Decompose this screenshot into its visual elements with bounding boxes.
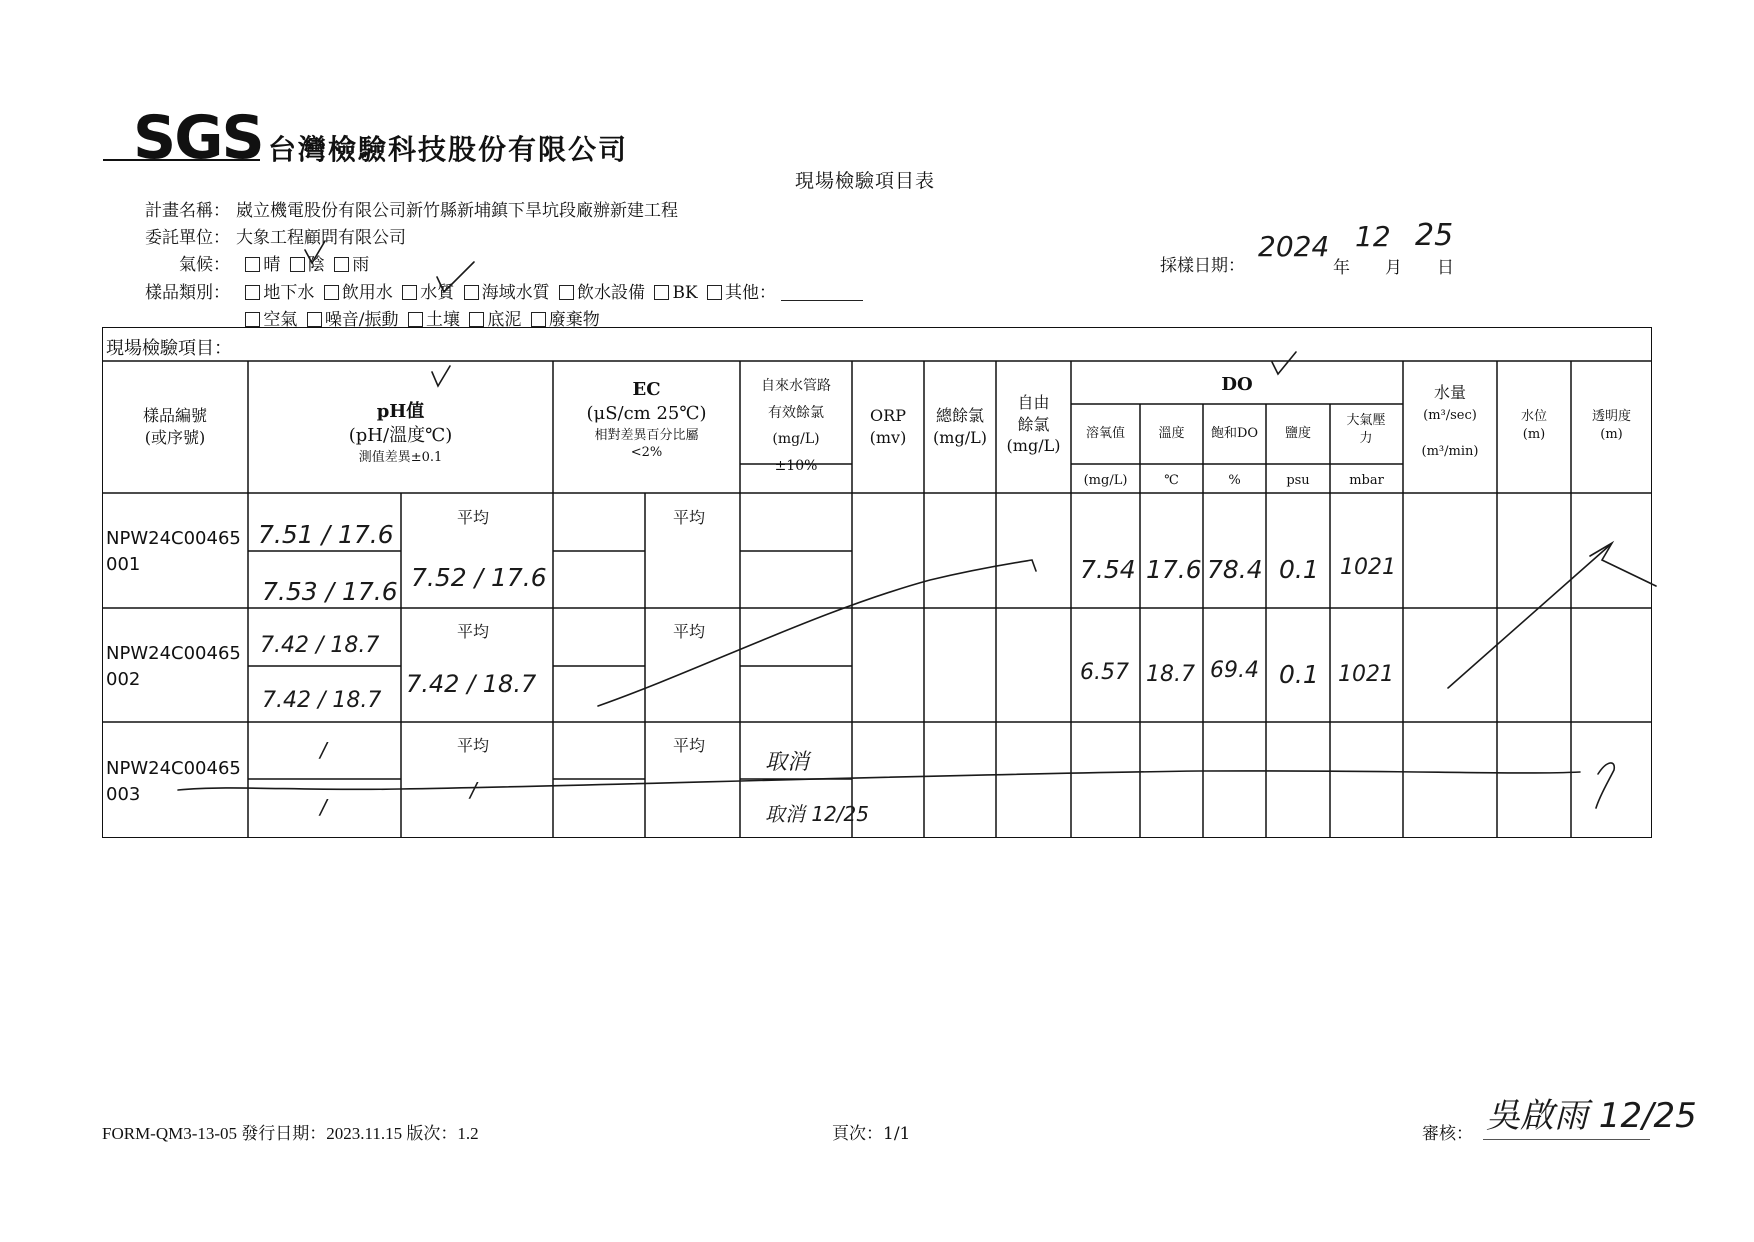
form-title: 現場檢驗項目表 <box>795 170 936 192</box>
row1-do-salinity: 0.1 <box>1279 555 1319 584</box>
orp-title: ORP <box>870 406 906 425</box>
do-sub-temp: 溫度 <box>1158 426 1185 441</box>
row2-ec-avg-label: 平均 <box>673 622 706 641</box>
row2-ph-average: 7.42 / 18.7 <box>406 670 537 698</box>
right-diagonal-strike <box>1448 545 1610 688</box>
level-title: 水位 <box>1520 409 1547 424</box>
weather-rain-label: 雨 <box>352 255 370 275</box>
col-ph-header <box>248 400 553 466</box>
row3-ec-avg-label: 平均 <box>673 736 706 755</box>
sample-no-sub: (或序號) <box>144 427 206 447</box>
row1-do-temp: 17.6 <box>1146 555 1202 584</box>
do-unit-c: ℃ <box>1164 473 1179 488</box>
do-unit-pct: % <box>1228 473 1241 488</box>
free-cl-unit: (mg/L) <box>1006 436 1061 456</box>
do-unit-psu: psu <box>1286 473 1310 488</box>
row1-do-pressure: 1021 <box>1340 555 1396 580</box>
ph-check-mark <box>432 366 450 386</box>
sample-no-title: 樣品編號 <box>142 406 207 425</box>
do-sub-dissolved: 溶氧值 <box>1085 426 1125 441</box>
project-label: 計畫名稱： <box>145 201 230 221</box>
sampling-date-year: 2024 <box>1258 230 1330 263</box>
row1-ph-reading-2: 7.53 / 17.6 <box>262 577 398 606</box>
transparency-unit: (m) <box>1600 426 1623 442</box>
sampling-date-month: 12 <box>1355 220 1391 253</box>
col-transparency-header <box>1571 408 1652 443</box>
review-signature: 吳啟雨 12/25 <box>1486 1096 1697 1136</box>
col-level-header <box>1497 408 1571 443</box>
row3-strike-end <box>1596 763 1614 808</box>
table-row-3-sample <box>106 756 241 808</box>
row1-sample-id: NPW24C00465 <box>106 528 241 549</box>
review-label: 審核： <box>1422 1124 1473 1144</box>
cat-noise-label: 噪音/振動 <box>324 310 399 330</box>
row1-seq: 001 <box>106 554 141 575</box>
weather-sunny-label: 晴 <box>263 255 281 275</box>
row1-ec-avg-label: 平均 <box>673 508 706 527</box>
row3-seq: 003 <box>106 784 141 805</box>
right-cross-mark <box>1590 543 1656 586</box>
form-info: FORM-QM3-13-05 發行日期：2023.11.15 版次：1.2 <box>102 1124 479 1143</box>
free-cl-title1: 自由 <box>1017 393 1050 412</box>
cat-bk-label: BK <box>672 283 698 303</box>
ec-note: 相對差異百分比屬 <box>594 427 699 443</box>
handwritten-marks <box>178 241 1656 808</box>
sampling-date-label: 採樣日期： <box>1160 256 1245 276</box>
do-unit-mbar: mbar <box>1349 473 1384 488</box>
total-cl-unit: (mg/L) <box>933 427 987 447</box>
page-number: 頁次：1/1 <box>832 1124 911 1144</box>
row3-tap-cancel-1: 取消 <box>765 750 810 775</box>
do-sub-pressure: 大氣壓力 <box>1346 413 1386 447</box>
col-ec-header <box>553 378 740 462</box>
do-sub-saturation: 飽和DO <box>1210 426 1259 441</box>
cat-other-label: 其他： <box>725 283 777 303</box>
ph-note: 測值差異±0.1 <box>358 449 443 465</box>
signature-line <box>1483 1139 1650 1140</box>
row3-ph-avg-label: 平均 <box>457 736 490 755</box>
sgs-logo: SGS <box>133 103 263 173</box>
row3-ph-average: / <box>470 778 477 802</box>
weather-label: 氣候： <box>179 255 230 275</box>
weather-cloudy-check <box>305 241 325 263</box>
tap-cl-unit: (mg/L) <box>772 431 820 448</box>
ph-unit: (pH/溫度℃) <box>348 425 453 447</box>
flow-unit-min: (m³/min) <box>1421 444 1479 460</box>
level-unit: (m) <box>1522 426 1546 442</box>
table-row-2-sample <box>106 641 241 693</box>
row3-ph-reading-2: / <box>320 795 327 819</box>
total-cl-title: 總餘氯 <box>935 406 984 425</box>
col-flow-header <box>1403 380 1497 463</box>
do-unit-mgl: (mg/L) <box>1083 473 1128 488</box>
date-month-unit: 月 <box>1385 258 1402 278</box>
ec-unit: (μS/cm 25℃) <box>586 403 707 425</box>
cat-dispenser-label: 飲水設備 <box>577 283 646 303</box>
ec-note2: <2% <box>630 445 663 461</box>
cat-soil-label: 土壤 <box>425 310 460 330</box>
col-total-cl-header <box>924 405 996 448</box>
row2-do-temp: 18.7 <box>1146 662 1195 687</box>
ph-title: pH值 <box>376 401 425 422</box>
col-orp-header <box>852 405 924 448</box>
company-name: 台灣檢驗科技股份有限公司 <box>268 133 629 166</box>
category-label: 樣品類別： <box>145 283 230 303</box>
row1-do-saturation: 78.4 <box>1207 555 1263 584</box>
row2-sample-id: NPW24C00465 <box>106 643 241 664</box>
unused-columns-strike <box>598 560 1036 706</box>
cat-sediment-label: 底泥 <box>487 310 522 330</box>
col-sample-header <box>102 405 248 448</box>
do-sub-salinity: 鹽度 <box>1284 426 1311 441</box>
cat-marine-label: 海域水質 <box>481 283 550 303</box>
tap-cl-title: 自來水管路 <box>761 378 831 394</box>
client-label: 委託單位： <box>145 228 230 248</box>
row3-sample-id: NPW24C00465 <box>106 758 241 779</box>
row2-ph-reading-1: 7.42 / 18.7 <box>260 633 380 658</box>
cat-drinking-label: 飲用水 <box>341 283 393 303</box>
row1-ph-average: 7.52 / 17.6 <box>411 563 547 592</box>
orp-unit: (mv) <box>869 427 907 447</box>
row2-do-pressure: 1021 <box>1338 662 1394 687</box>
row2-do-salinity: 0.1 <box>1279 660 1319 689</box>
cat-air-label: 空氣 <box>263 310 298 330</box>
do-title: DO <box>1221 374 1253 395</box>
flow-unit-sec: (m³/sec) <box>1423 407 1477 423</box>
row3-strike <box>178 771 1580 790</box>
date-year-unit: 年 <box>1333 258 1350 278</box>
water-quality-check <box>437 262 474 292</box>
cat-water-quality-label: 水質 <box>420 283 455 303</box>
row2-seq: 002 <box>106 669 141 690</box>
row2-ph-reading-2: 7.42 / 18.7 <box>262 688 382 713</box>
row1-ph-reading-1: 7.51 / 17.6 <box>258 520 394 549</box>
col-free-cl-header <box>996 392 1071 457</box>
free-cl-title2: 餘氯 <box>1017 414 1050 434</box>
do-check-mark <box>1272 352 1296 374</box>
tap-cl-note: ±10% <box>774 457 818 474</box>
sampling-date-day: 25 <box>1415 218 1454 253</box>
client-value: 大象工程顧問有限公司 <box>236 228 406 248</box>
row2-do-saturation: 69.4 <box>1210 658 1259 683</box>
col-tap-cl-header <box>740 373 852 479</box>
row2-ph-avg-label: 平均 <box>457 622 490 641</box>
ec-title: EC <box>632 379 661 400</box>
row2-do-value: 6.57 <box>1080 660 1129 685</box>
table-row-1-sample <box>106 526 241 578</box>
cat-waste-label: 廢棄物 <box>548 310 600 330</box>
transparency-title: 透明度 <box>1591 409 1631 424</box>
row3-ph-reading-1: / <box>320 738 327 762</box>
cat-groundwater-label: 地下水 <box>263 283 315 303</box>
date-day-unit: 日 <box>1437 258 1454 278</box>
weather-cloudy-label: 陰 <box>307 255 325 275</box>
inspection-items-title: 現場檢驗項目： <box>106 338 232 359</box>
row1-do-value: 7.54 <box>1080 555 1136 584</box>
flow-title: 水量 <box>1433 383 1466 402</box>
row1-ph-avg-label: 平均 <box>457 508 490 527</box>
tap-cl-title2: 有效餘氯 <box>768 404 824 421</box>
row3-tap-cancel-2: 取消 12/25 <box>765 802 869 826</box>
project-value: 崴立機電股份有限公司新竹縣新埔鎮下旱坑段廠辦新建工程 <box>236 201 678 221</box>
